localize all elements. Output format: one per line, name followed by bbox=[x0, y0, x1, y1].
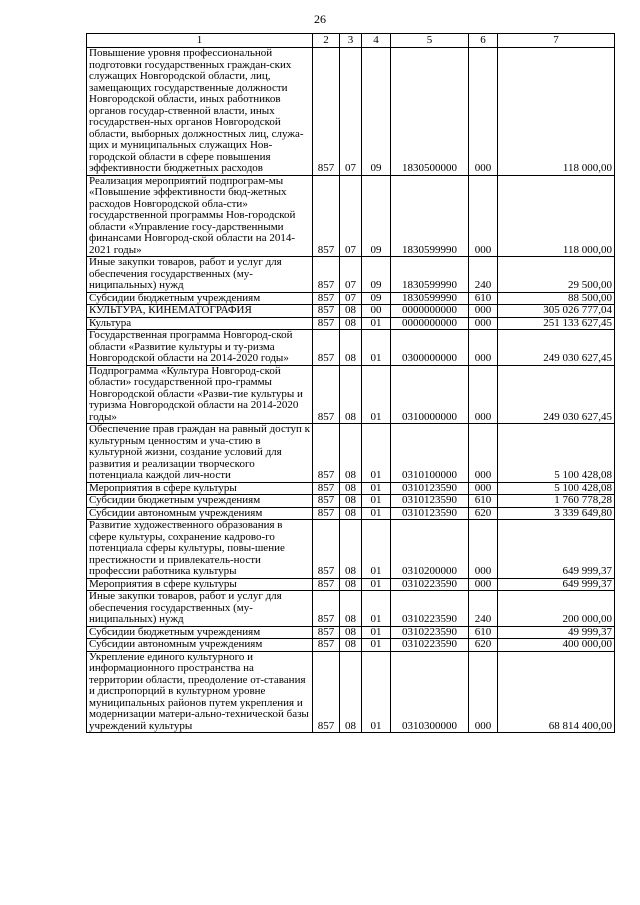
target-article-cell: 0310223590 bbox=[391, 639, 469, 652]
amount-cell: 1 760 778,28 bbox=[498, 495, 615, 508]
expense-type-cell: 610 bbox=[469, 495, 498, 508]
row-name-cell: КУЛЬТУРА, КИНЕМАТОГРАФИЯ bbox=[87, 305, 313, 318]
amount-cell: 29 500,00 bbox=[498, 257, 615, 293]
amount-cell: 400 000,00 bbox=[498, 639, 615, 652]
row-name-cell: Иные закупки товаров, работ и услуг для обеспечения государственных (му-ниципальных) нужд bbox=[87, 257, 313, 293]
section-code-cell: 07 bbox=[340, 48, 362, 176]
subsection-code-cell: 09 bbox=[362, 292, 391, 305]
amount-cell: 118 000,00 bbox=[498, 48, 615, 176]
target-article-cell: 0310123590 bbox=[391, 495, 469, 508]
subsection-code-cell: 01 bbox=[362, 365, 391, 424]
target-article-cell: 0310123590 bbox=[391, 507, 469, 520]
section-code-cell: 08 bbox=[340, 482, 362, 495]
subsection-code-cell: 01 bbox=[362, 507, 391, 520]
grbs-code-cell: 857 bbox=[313, 482, 340, 495]
target-article-cell: 0310300000 bbox=[391, 651, 469, 733]
section-code-cell: 08 bbox=[340, 651, 362, 733]
table-row bbox=[87, 520, 615, 579]
target-article-cell: 0310223590 bbox=[391, 626, 469, 639]
grbs-code-cell: 857 bbox=[313, 48, 340, 176]
grbs-code-cell: 857 bbox=[313, 591, 340, 627]
grbs-code-cell: 857 bbox=[313, 330, 340, 366]
section-code-cell: 07 bbox=[340, 175, 362, 257]
subsection-code-cell: 01 bbox=[362, 482, 391, 495]
target-article-cell: 0000000000 bbox=[391, 317, 469, 330]
table-row bbox=[87, 578, 615, 591]
amount-cell: 649 999,37 bbox=[498, 520, 615, 579]
section-code-cell: 08 bbox=[340, 424, 362, 483]
amount-cell: 249 030 627,45 bbox=[498, 365, 615, 424]
expense-type-cell: 000 bbox=[469, 520, 498, 579]
table-row bbox=[87, 507, 615, 520]
section-code-cell: 08 bbox=[340, 626, 362, 639]
subsection-code-cell: 01 bbox=[362, 495, 391, 508]
row-name-cell: Мероприятия в сфере культуры bbox=[87, 482, 313, 495]
table-row bbox=[87, 591, 615, 627]
amount-cell: 3 339 649,80 bbox=[498, 507, 615, 520]
table-row bbox=[87, 495, 615, 508]
budget-table bbox=[86, 33, 615, 733]
section-code-cell: 07 bbox=[340, 257, 362, 293]
expense-type-cell: 610 bbox=[469, 292, 498, 305]
row-name-cell: Повышение уровня профессиональной подготовки государственных граждан-ских служащих Новгородской области, лиц, замещающих государственные должности Новгородской области, иных работников органов государ-ственной власти, иных государствен-ных органов Новгородской области, выборных должностных лиц, служа-щих и муниципальных служащих Нов-городской области в сфере повышения эффективности бюджетных расходов bbox=[87, 48, 313, 176]
amount-cell: 49 999,37 bbox=[498, 626, 615, 639]
target-article-cell: 0310000000 bbox=[391, 365, 469, 424]
row-name-cell: Подпрограмма «Культура Новгород-ской области» государственной про-граммы Новгородской области «Разви-тие культуры и туризма Новгородской области на 2014-2020 годы» bbox=[87, 365, 313, 424]
expense-type-cell: 000 bbox=[469, 330, 498, 366]
amount-cell: 5 100 428,08 bbox=[498, 482, 615, 495]
amount-cell: 88 500,00 bbox=[498, 292, 615, 305]
grbs-code-cell: 857 bbox=[313, 424, 340, 483]
section-code-cell: 08 bbox=[340, 330, 362, 366]
amount-cell: 251 133 627,45 bbox=[498, 317, 615, 330]
section-code-cell: 08 bbox=[340, 317, 362, 330]
grbs-code-cell: 857 bbox=[313, 639, 340, 652]
target-article-cell: 0000000000 bbox=[391, 305, 469, 318]
target-article-cell: 0310123590 bbox=[391, 482, 469, 495]
section-code-cell: 08 bbox=[340, 591, 362, 627]
table-row bbox=[87, 292, 615, 305]
table-header-row bbox=[87, 34, 615, 48]
subsection-code-cell: 01 bbox=[362, 330, 391, 366]
table-row bbox=[87, 639, 615, 652]
column-header: 2 bbox=[313, 34, 340, 48]
section-code-cell: 08 bbox=[340, 305, 362, 318]
table-body bbox=[87, 48, 615, 733]
amount-cell: 68 814 400,00 bbox=[498, 651, 615, 733]
subsection-code-cell: 09 bbox=[362, 175, 391, 257]
grbs-code-cell: 857 bbox=[313, 257, 340, 293]
section-code-cell: 08 bbox=[340, 520, 362, 579]
grbs-code-cell: 857 bbox=[313, 495, 340, 508]
grbs-code-cell: 857 bbox=[313, 651, 340, 733]
row-name-cell: Развитие художественного образования в сфере культуры, сохранение кадрово-го потенциала сферы культуры, повы-шение престижности и привлекатель-ности профессии работника культуры bbox=[87, 520, 313, 579]
row-name-cell: Субсидии бюджетным учреждениям bbox=[87, 292, 313, 305]
row-name-cell: Государственная программа Новгород-ской области «Развитие культуры и ту-ризма Новгородской области на 2014-2020 годы» bbox=[87, 330, 313, 366]
table-row bbox=[87, 175, 615, 257]
subsection-code-cell: 01 bbox=[362, 520, 391, 579]
amount-cell: 118 000,00 bbox=[498, 175, 615, 257]
expense-type-cell: 610 bbox=[469, 626, 498, 639]
table-row bbox=[87, 651, 615, 733]
row-name-cell: Субсидии бюджетным учреждениям bbox=[87, 626, 313, 639]
row-name-cell: Иные закупки товаров, работ и услуг для обеспечения государственных (му-ниципальных) нужд bbox=[87, 591, 313, 627]
column-header: 5 bbox=[391, 34, 469, 48]
table-row bbox=[87, 305, 615, 318]
expense-type-cell: 000 bbox=[469, 651, 498, 733]
target-article-cell: 0310223590 bbox=[391, 578, 469, 591]
expense-type-cell: 000 bbox=[469, 424, 498, 483]
subsection-code-cell: 09 bbox=[362, 257, 391, 293]
row-name-cell: Субсидии автономным учреждениям bbox=[87, 507, 313, 520]
target-article-cell: 0310100000 bbox=[391, 424, 469, 483]
subsection-code-cell: 01 bbox=[362, 626, 391, 639]
expense-type-cell: 240 bbox=[469, 591, 498, 627]
expense-type-cell: 000 bbox=[469, 175, 498, 257]
table-row bbox=[87, 365, 615, 424]
column-header: 3 bbox=[340, 34, 362, 48]
grbs-code-cell: 857 bbox=[313, 365, 340, 424]
amount-cell: 200 000,00 bbox=[498, 591, 615, 627]
subsection-code-cell: 00 bbox=[362, 305, 391, 318]
row-name-cell: Укрепление единого культурного и информационного пространства на территории области, преодоление от-ставания и диспропорций в культурном уровне муниципальных районов путем укрепления и модернизации матери-ально-технической базы учреждений культуры bbox=[87, 651, 313, 733]
section-code-cell: 07 bbox=[340, 292, 362, 305]
subsection-code-cell: 01 bbox=[362, 639, 391, 652]
table-row bbox=[87, 257, 615, 293]
target-article-cell: 1830599990 bbox=[391, 292, 469, 305]
subsection-code-cell: 01 bbox=[362, 424, 391, 483]
target-article-cell: 0310223590 bbox=[391, 591, 469, 627]
section-code-cell: 08 bbox=[340, 365, 362, 424]
grbs-code-cell: 857 bbox=[313, 520, 340, 579]
table-row bbox=[87, 48, 615, 176]
target-article-cell: 1830599990 bbox=[391, 175, 469, 257]
subsection-code-cell: 01 bbox=[362, 591, 391, 627]
column-header: 1 bbox=[87, 34, 313, 48]
section-code-cell: 08 bbox=[340, 495, 362, 508]
section-code-cell: 08 bbox=[340, 507, 362, 520]
expense-type-cell: 000 bbox=[469, 48, 498, 176]
grbs-code-cell: 857 bbox=[313, 507, 340, 520]
expense-type-cell: 620 bbox=[469, 507, 498, 520]
amount-cell: 249 030 627,45 bbox=[498, 330, 615, 366]
row-name-cell: Реализация мероприятий подпрограм-мы «Повышение эффективности бюд-жетных расходов Новгородской обла-сти» государственной программы Нов-городской области «Управление госу-дарственными финансами Новгород-ской области на 2014-2021 годы» bbox=[87, 175, 313, 257]
row-name-cell: Культура bbox=[87, 317, 313, 330]
table-row bbox=[87, 330, 615, 366]
target-article-cell: 0300000000 bbox=[391, 330, 469, 366]
target-article-cell: 0310200000 bbox=[391, 520, 469, 579]
grbs-code-cell: 857 bbox=[313, 626, 340, 639]
row-name-cell: Обеспечение прав граждан на равный доступ к культурным ценностям и уча-стию в культурной жизни, создание условий для развития и реализации творческого потенциала каждой лич-ности bbox=[87, 424, 313, 483]
amount-cell: 649 999,37 bbox=[498, 578, 615, 591]
row-name-cell: Субсидии бюджетным учреждениям bbox=[87, 495, 313, 508]
amount-cell: 5 100 428,08 bbox=[498, 424, 615, 483]
subsection-code-cell: 01 bbox=[362, 651, 391, 733]
subsection-code-cell: 01 bbox=[362, 578, 391, 591]
grbs-code-cell: 857 bbox=[313, 305, 340, 318]
expense-type-cell: 000 bbox=[469, 317, 498, 330]
expense-type-cell: 000 bbox=[469, 482, 498, 495]
expense-type-cell: 000 bbox=[469, 578, 498, 591]
expense-type-cell: 000 bbox=[469, 305, 498, 318]
expense-type-cell: 240 bbox=[469, 257, 498, 293]
table-row bbox=[87, 317, 615, 330]
section-code-cell: 08 bbox=[340, 578, 362, 591]
expense-type-cell: 620 bbox=[469, 639, 498, 652]
page-number: 26 bbox=[314, 12, 326, 26]
table-row bbox=[87, 424, 615, 483]
grbs-code-cell: 857 bbox=[313, 317, 340, 330]
column-header: 7 bbox=[498, 34, 615, 48]
column-header: 6 bbox=[469, 34, 498, 48]
target-article-cell: 1830599990 bbox=[391, 257, 469, 293]
column-header: 4 bbox=[362, 34, 391, 48]
target-article-cell: 1830500000 bbox=[391, 48, 469, 176]
table-row bbox=[87, 482, 615, 495]
amount-cell: 305 026 777,04 bbox=[498, 305, 615, 318]
subsection-code-cell: 09 bbox=[362, 48, 391, 176]
expense-type-cell: 000 bbox=[469, 365, 498, 424]
row-name-cell: Субсидии автономным учреждениям bbox=[87, 639, 313, 652]
grbs-code-cell: 857 bbox=[313, 175, 340, 257]
row-name-cell: Мероприятия в сфере культуры bbox=[87, 578, 313, 591]
grbs-code-cell: 857 bbox=[313, 578, 340, 591]
grbs-code-cell: 857 bbox=[313, 292, 340, 305]
subsection-code-cell: 01 bbox=[362, 317, 391, 330]
table-row bbox=[87, 626, 615, 639]
section-code-cell: 08 bbox=[340, 639, 362, 652]
